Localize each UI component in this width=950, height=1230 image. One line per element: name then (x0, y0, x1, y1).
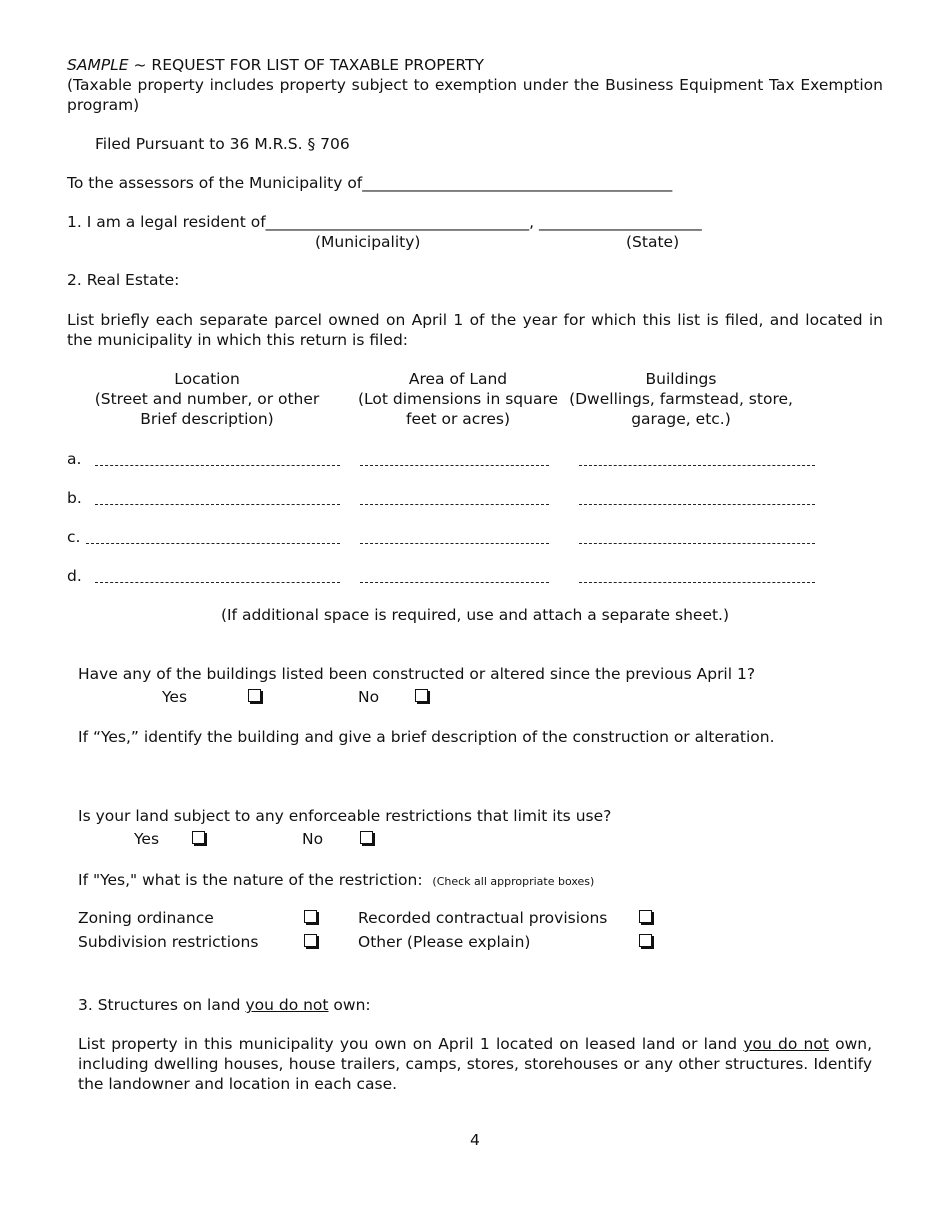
column-subtitle: Brief description) (140, 410, 274, 428)
land-no-checkbox[interactable] (360, 831, 373, 844)
check-all-note: (Check all appropriate boxes) (432, 875, 595, 888)
buildings-yes-checkbox[interactable] (248, 689, 261, 702)
row-label-c: c. (67, 528, 81, 546)
municipality-caption: (Municipality) (315, 233, 421, 251)
zoning-checkbox[interactable] (304, 910, 317, 923)
page-title (67, 55, 484, 75)
column-title: Location (174, 370, 240, 388)
row-label-a: a. (67, 450, 82, 468)
option-other-label: Other (Please explain) (358, 933, 531, 951)
subdivision-checkbox[interactable] (304, 934, 317, 947)
area-field-d[interactable] (360, 582, 549, 583)
column-subtitle: (Lot dimensions in square (357, 390, 559, 408)
structures-heading-post: own: (328, 996, 371, 1014)
structures-heading-underlined: you do not (245, 996, 329, 1014)
area-field-b[interactable] (360, 504, 549, 505)
buildings-field-a[interactable] (579, 465, 815, 466)
resident-label: 1. I am a legal resident of (67, 213, 266, 231)
option-zoning-label: Zoning ordinance (78, 909, 214, 927)
real-estate-instructions: List briefly each separate parcel owned on April 1 of the year for which this list is filed, and located in the municipality in which this return is filed: (67, 311, 883, 349)
page-number: 4 (470, 1131, 480, 1149)
land-no-label: No (302, 830, 324, 848)
buildings-field-d[interactable] (579, 582, 815, 583)
location-field-b[interactable] (95, 504, 340, 505)
location-field-a[interactable] (95, 465, 340, 466)
area-field-a[interactable] (360, 465, 549, 466)
municipality-blank[interactable]: ________________________________________ (362, 174, 673, 192)
buildings-yes-label: Yes (162, 688, 188, 706)
title-text: ~ REQUEST FOR LIST OF TAXABLE PROPERTY (128, 56, 484, 74)
land-question: Is your land subject to any enforceable restrictions that limit its use? (78, 807, 612, 825)
restriction-question (78, 870, 594, 892)
row-label-d: d. (67, 567, 82, 585)
column-subtitle: (Street and number, or other (94, 390, 320, 408)
column-subtitle: (Dwellings, farmstead, store, (569, 390, 793, 408)
contractual-checkbox[interactable] (639, 910, 652, 923)
structures-text-pre: List property in this municipality you own on April 1 located on leased land or land (78, 1035, 744, 1053)
state-caption: (State) (626, 233, 680, 251)
location-field-d[interactable] (95, 582, 340, 583)
buildings-no-label: No (358, 688, 380, 706)
structures-text-post: own, including dwelling houses, house trailers, camps, stores, storehouses or any other structures. Identify the landowner and location in each case. (78, 1035, 873, 1093)
additional-space-note: (If additional space is required, use and attach a separate sheet.) (220, 606, 730, 624)
other-checkbox[interactable] (639, 934, 652, 947)
option-contractual-label: Recorded contractual provisions (358, 909, 608, 927)
buildings-followup: If “Yes,” identify the building and give a brief description of the construction or alteration. (78, 728, 775, 746)
restriction-question-text: If "Yes," what is the nature of the restriction: (78, 871, 423, 889)
row-label-b: b. (67, 489, 82, 507)
structures-text (78, 1034, 872, 1094)
resident-separator: , (529, 213, 540, 231)
assessors-label: To the assessors of the Municipality of (67, 174, 363, 192)
column-title: Buildings (645, 370, 717, 388)
buildings-question: Have any of the buildings listed been constructed or altered since the previous April 1? (78, 665, 756, 683)
column-header-buildings (566, 369, 796, 429)
real-estate-heading: 2. Real Estate: (67, 271, 180, 289)
location-field-c[interactable] (86, 543, 340, 544)
taxable-note: (Taxable property includes property subject to exemption under the Business Equipment Tax Exemption program) (67, 76, 883, 114)
buildings-no-checkbox[interactable] (415, 689, 428, 702)
resident-municipality-blank[interactable]: __________________________________ (265, 213, 530, 231)
structures-text-underlined: you do not (743, 1035, 829, 1053)
buildings-field-b[interactable] (579, 504, 815, 505)
assessors-line (67, 173, 672, 193)
column-title: Area of Land (408, 370, 508, 388)
area-field-c[interactable] (360, 543, 549, 544)
structures-heading (78, 995, 371, 1015)
column-subtitle: feet or acres) (405, 410, 511, 428)
structures-heading-pre: 3. Structures on land (78, 996, 246, 1014)
buildings-field-c[interactable] (579, 543, 815, 544)
column-header-location (86, 369, 328, 429)
land-yes-label: Yes (134, 830, 160, 848)
option-subdivision-label: Subdivision restrictions (78, 933, 259, 951)
column-header-area (354, 369, 562, 429)
column-subtitle: garage, etc.) (631, 410, 731, 428)
resident-line (67, 212, 702, 232)
land-yes-checkbox[interactable] (192, 831, 205, 844)
sample-label: SAMPLE (67, 56, 129, 74)
resident-state-blank[interactable]: _____________________ (539, 213, 702, 231)
filed-pursuant: Filed Pursuant to 36 M.R.S. § 706 (95, 135, 350, 153)
